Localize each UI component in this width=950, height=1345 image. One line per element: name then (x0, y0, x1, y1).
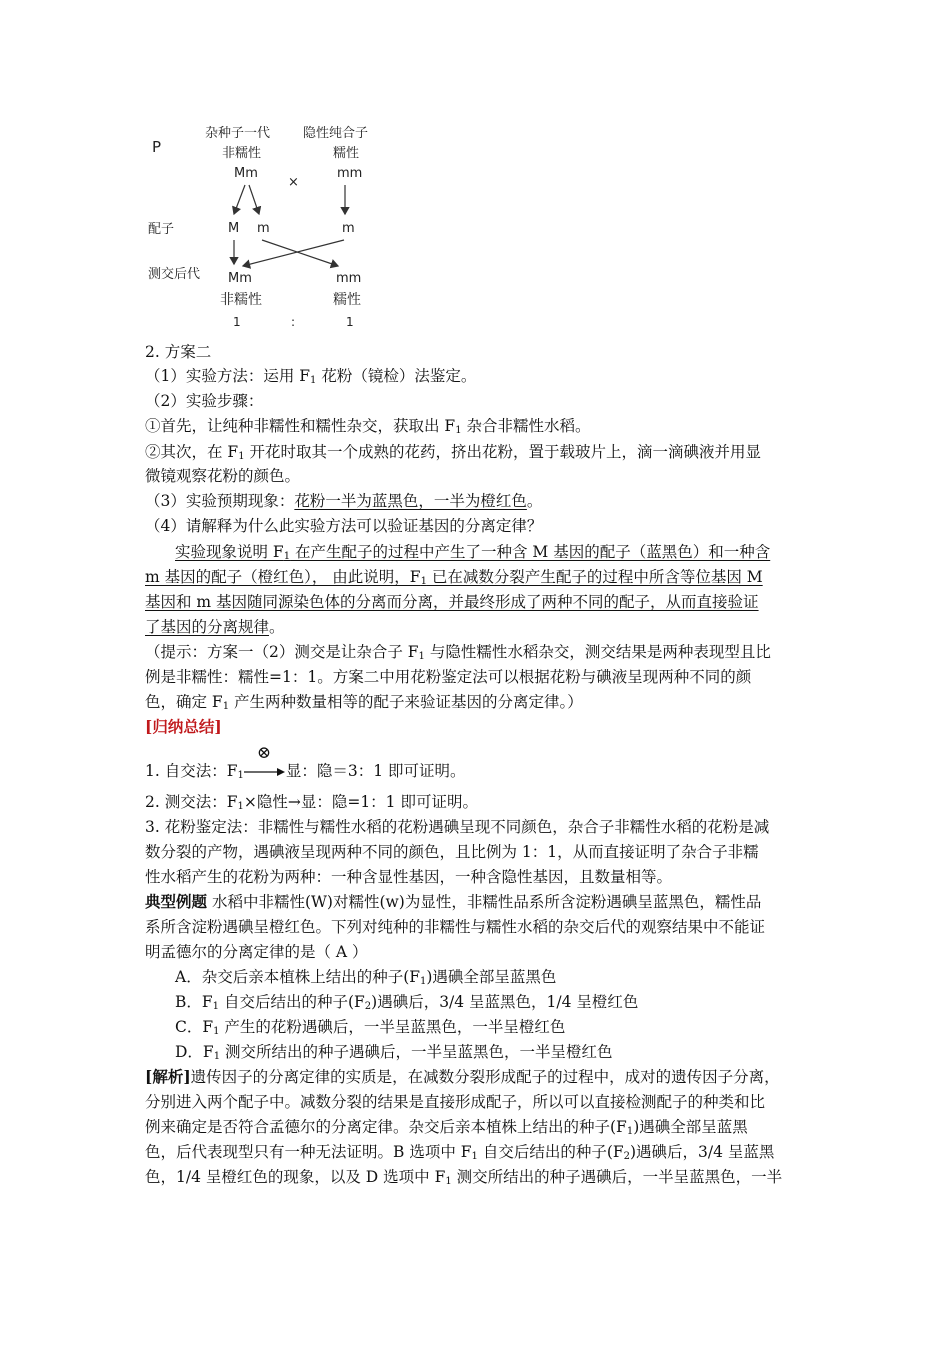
diagram-p-label: P (152, 138, 162, 156)
option-b: B．$F_1$ 自交后结出的种子$(F_2)$遇碘后，3/4 呈蓝黑色，1/4 呈橙红色 (175, 993, 639, 1012)
scheme2-method: （1）实验方法：运用 $F_1$ 花粉（镜检）法鉴定。 (145, 367, 477, 386)
summary-pollen-3: 性水稻产生的花粉为两种：一种含显性基因，一种含隐性基因，且数量相等。 (145, 868, 673, 886)
gamete-M: M (228, 221, 240, 236)
scheme2-step1: ①首先，让纯种非糯性和糯性杂交，获取出 $F_1$ 杂合非糯性水稻。 (145, 417, 591, 436)
left-parent-phenotype: 非糯性 (222, 146, 262, 161)
option-a: A．杂交后亲本植株上结出的种子$(F_1)$遇碘全部呈蓝黑色 (175, 968, 557, 987)
diagram-offspring-label: 测交后代 (148, 267, 201, 282)
offspring-left-phenotype: 非糯性 (220, 292, 262, 308)
example-stem-3: 明孟德尔的分离定律的是（ A ） (145, 943, 368, 961)
right-parent-phenotype: 糯性 (333, 146, 360, 161)
hint-line-3: 色，确定 $F_1$ 产生两种数量相等的配子来验证基因的分离定律。） (145, 693, 583, 712)
scheme2-step2: ②其次，在 $F_1$ 开花时取其一个成熟的花药，挤出花粉，置于载玻片上，滴一滴碘液并用显 (145, 443, 761, 462)
option-d: D．$F_1$ 测交所结出的种子遇碘后，一半呈蓝黑色，一半呈橙红色 (175, 1043, 613, 1062)
ratio-separator: : (291, 315, 296, 329)
self-cross-arrow (244, 743, 286, 779)
summary-heading: [归纳总结] (145, 717, 222, 736)
offspring-right-genotype: mm (336, 271, 362, 286)
analysis-line-2: 分别进入两个配子中。减数分裂的结果是直接形成配子，所以可以直接检测配子的种类和比 (145, 1093, 766, 1111)
scheme2-expectation: （3）实验预期现象：花粉一半为蓝黑色，一半为橙红色。 (145, 492, 543, 510)
summary-test-cross: 2. 测交法：$F_1\times$隐性→显：隐=1：1 即可证明。 (145, 793, 478, 812)
arrow-parent-to-M (234, 185, 245, 214)
cross-symbol: × (288, 175, 299, 190)
example-stem-1: 典型例题 水稻中非糯性(W)对糯性(w)为显性，非糯性品系所含淀粉遇碘呈蓝黑色，糯性品 (145, 892, 762, 911)
answer-line-3: 基因和 m 基因随同源染色体的分离而分离，并最终形成了两种不同的配子，从而直接验证 (145, 593, 759, 611)
summary-pollen-2: 数分裂的产物，遇碘液呈现两种不同的颜色，且比例为 1：1，从而直接证明了杂合子非糯 (145, 843, 759, 861)
left-parent-genotype: Mm (234, 166, 258, 181)
right-parent-title: 隐性纯合子 (303, 126, 369, 141)
offspring-left-genotype: Mm (228, 271, 252, 286)
ratio-left: 1 (233, 315, 241, 329)
hint-line-2: 例是非糯性：糯性=1：1。方案二中用花粉鉴定法可以根据花粉与碘液呈现两种不同的颜 (145, 668, 752, 686)
analysis-line-1: [解析]遗传因子的分离定律的实质是，在减数分裂形成配子的过程中，成对的遗传因子分离， (145, 1067, 780, 1086)
left-parent-title: 杂种子一代 (205, 126, 271, 141)
testcross-diagram (0, 0, 950, 345)
gamete-m-left: m (257, 221, 270, 236)
offspring-right-phenotype: 糯性 (333, 292, 361, 308)
diagram-gamete-label: 配子 (148, 222, 175, 237)
arrow-parent-to-m-left (249, 185, 259, 214)
analysis-line-3: 例来确定是否符合孟德尔的分离定律。杂交后亲本植株上结出的种子$(F_1)$遇碘全部呈蓝黑 (145, 1118, 748, 1137)
scheme2-title: 2. 方案二 (145, 343, 212, 361)
right-parent-genotype: mm (337, 166, 363, 181)
answer-line-1: 实验现象说明 $F_1$ 在产生配子的过程中产生了一种含 M 基因的配子（蓝黑色）和一种含 (175, 543, 771, 562)
scheme2-step2-cont: 微镜观察花粉的颜色。 (145, 467, 301, 485)
analysis-line-4: 色，后代表现型只有一种无法证明。B 选项中 $F_1$ 自交后结出的种子$(F_2)$遇碘后，3/4 呈蓝黑 (145, 1143, 775, 1162)
answer-line-2: m 基因的配子（橙红色）， 由此说明，$F_1$ 已在减数分裂产生配子的过程中所含等位基因 M (145, 568, 763, 587)
analysis-line-5: 色，1/4 呈橙红色的现象，以及 D 选项中 $F_1$ 测交所结出的种子遇碘后，一半呈蓝黑色，一半 (145, 1168, 783, 1187)
ratio-right: 1 (346, 315, 354, 329)
gamete-m-right: m (342, 221, 355, 236)
summary-pollen-1: 3. 花粉鉴定法：非糯性与糯性水稻的花粉遇碘呈现不同颜色，杂合子非糯性水稻的花粉是减 (145, 818, 770, 836)
option-c: C．$F_1$ 产生的花粉遇碘后，一半呈蓝黑色，一半呈橙红色 (175, 1018, 566, 1037)
scheme2-question: （4）请解释为什么此实验方法可以验证基因的分离定律？ (145, 517, 543, 535)
example-stem-2: 系所含淀粉遇碘呈橙红色。下列对纯种的非糯性与糯性水稻的杂交后代的观察结果中不能证 (145, 918, 766, 936)
scheme2-steps-title: （2）实验步骤： (145, 392, 264, 410)
arrow-m-right-to-offspring (243, 240, 344, 266)
answer-line-4: 了基因的分离规律。 (145, 618, 285, 636)
hint-line-1: （提示：方案一（2）测交是让杂合子 $F_1$ 与隐性糯性水稻杂交，测交结果是两种表现型且比 (145, 643, 771, 662)
self-cross-symbol: ⊗ (256, 743, 272, 763)
summary-self-cross: 1. 自交法：$F_1$ ⊗ 显：隐＝3：1 即可证明。 (145, 743, 466, 781)
